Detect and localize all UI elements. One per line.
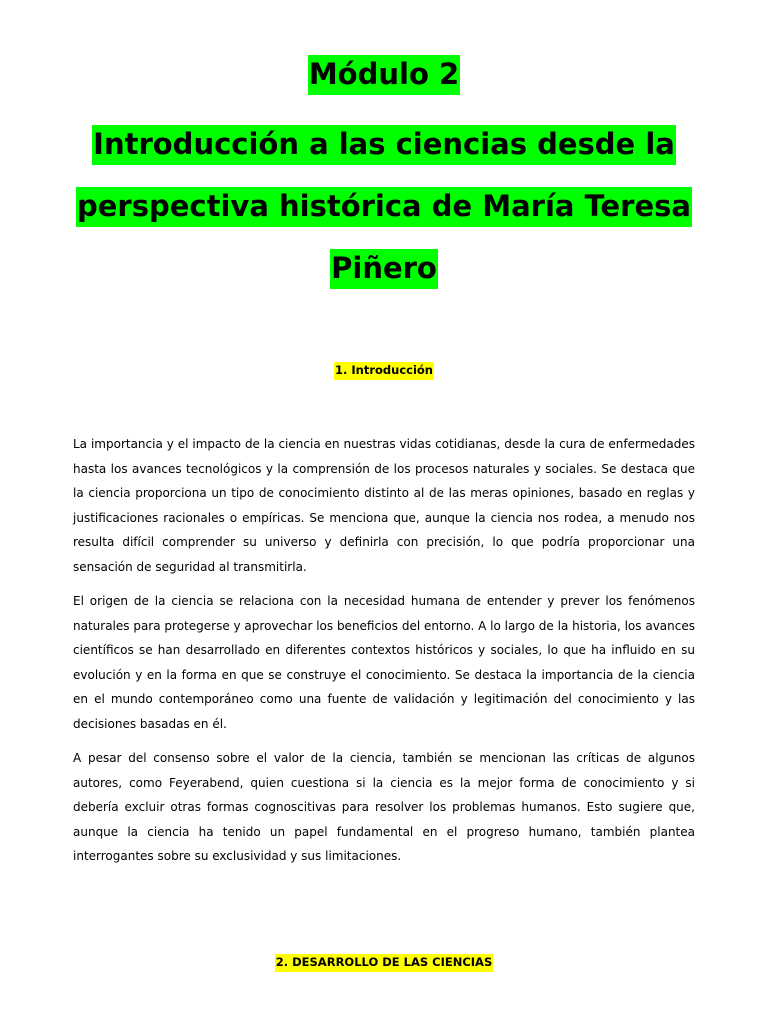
paragraph: La importancia y el impacto de la ciencia en nuestras vidas cotidianas, desde la cura de enfermedades hasta los avances tecnológicos y la comprensión de los procesos naturales y sociales. Se destaca que la ciencia proporciona un tipo de conocimiento distinto al de las meras opiniones, basado en reglas y justificaciones racionales o empíricas. Se menciona que, aunque la ciencia nos rodea, a menudo nos resulta difícil comprender su universo y definirla con precisión, lo que podría proporcionar una sensación de seguridad al transmitirla.: [73, 437, 695, 574]
section-heading-introduccion: [73, 363, 695, 377]
main-title: [73, 113, 695, 299]
paragraph: El origen de la ciencia se relaciona con la necesidad humana de entender y prever los fenómenos naturales para protegerse y aprovechar los beneficios del entorno. A lo largo de la historia, los avances científicos se han desarrollado en diferentes contextos históricos y sociales, lo que ha influido en su evolución y en la forma en que se construye el conocimiento. Se destaca la importancia de la ciencia en el mundo contemporáneo como una fuente de validación y legitimación del conocimiento y las decisiones basadas en él.: [73, 594, 695, 731]
module-title-text: Módulo 2: [308, 55, 460, 95]
title-block: [73, 0, 695, 299]
section-heading-desarrollo-text: 2. DESARROLLO DE LAS CIENCIAS: [275, 954, 494, 972]
main-title-text: Introducción a las ciencias desde la perspectiva histórica de María Teresa Piñero: [76, 125, 692, 289]
section-heading-desarrollo: [73, 955, 695, 969]
module-title: [73, 52, 695, 96]
body-text: [73, 432, 695, 869]
section-heading-introduccion-text: 1. Introducción: [334, 362, 434, 380]
paragraph: A pesar del consenso sobre el valor de la ciencia, también se mencionan las críticas de algunos autores, como Feyerabend, quien cuestiona si la ciencia es la mejor forma de conocimiento y si debería excluir otras formas cognoscitivas para resolver los problemas humanos. Esto sugiere que, aunque la ciencia ha tenido un papel fundamental en el progreso humano, también plantea interrogantes sobre su exclusividad y sus limitaciones.: [73, 751, 695, 863]
